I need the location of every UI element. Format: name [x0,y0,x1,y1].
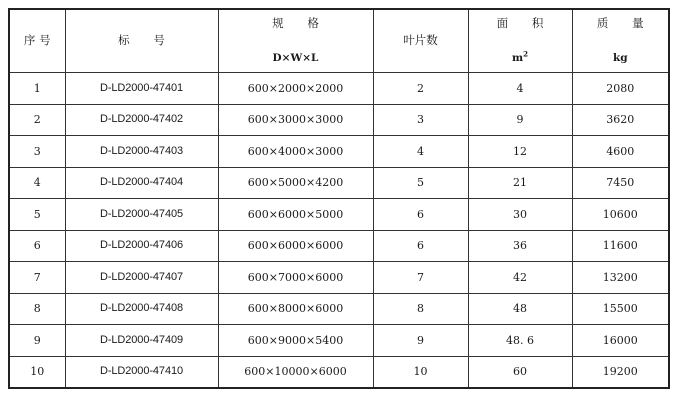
table-row [9,356,669,388]
header-spec-title: 规 格 [272,16,329,30]
cell-mass: 16000 [572,325,669,357]
cell-spec: 600×2000×2000 [218,73,373,105]
cell-code: D-LD2000-47404 [65,167,218,199]
cell-seq: 3 [9,136,65,168]
header-row [9,9,669,73]
header-seq: 序 号 [9,9,65,73]
cell-area: 42 [468,262,572,294]
cell-spec: 600×4000×3000 [218,136,373,168]
header-area-unit-base: m [512,52,524,65]
cell-code: D-LD2000-47401 [65,73,218,105]
table-row [9,325,669,357]
header-spec-sub: D×W×L [272,52,319,65]
cell-mass: 11600 [572,230,669,262]
header-area [468,9,572,73]
cell-spec: 600×6000×6000 [218,230,373,262]
cell-seq: 5 [9,199,65,231]
cell-mass: 10600 [572,199,669,231]
cell-spec: 600×9000×5400 [218,325,373,357]
cell-blades: 4 [373,136,468,168]
cell-seq: 4 [9,167,65,199]
cell-code: D-LD2000-47409 [65,325,218,357]
cell-area: 12 [468,136,572,168]
header-area-unit-exp: 2 [523,49,528,59]
cell-spec: 600×8000×6000 [218,293,373,325]
header-mass-title: 质 量 [596,16,654,30]
cell-seq: 9 [9,325,65,357]
header-area-unit [512,49,528,65]
cell-area: 48. 6 [468,325,572,357]
header-mass-unit: kg [612,52,628,65]
cell-code: D-LD2000-47408 [65,293,218,325]
cell-spec: 600×3000×3000 [218,104,373,136]
cell-code: D-LD2000-47410 [65,356,218,388]
cell-mass: 3620 [572,104,669,136]
cell-code: D-LD2000-47405 [65,199,218,231]
cell-mass: 7450 [572,167,669,199]
cell-mass: 2080 [572,73,669,105]
cell-seq: 10 [9,356,65,388]
table-row [9,199,669,231]
cell-blades: 6 [373,230,468,262]
header-code [65,9,218,73]
cell-blades: 5 [373,167,468,199]
cell-code: D-LD2000-47402 [65,104,218,136]
cell-spec: 600×7000×6000 [218,262,373,294]
cell-mass: 4600 [572,136,669,168]
header-spec [218,9,373,73]
cell-code: D-LD2000-47403 [65,136,218,168]
header-area-title: 面 积 [496,16,554,30]
cell-blades: 10 [373,356,468,388]
table-row [9,73,669,105]
cell-area: 4 [468,73,572,105]
cell-area: 48 [468,293,572,325]
cell-seq: 7 [9,262,65,294]
table-row [9,293,669,325]
header-code-label: 标 号 [118,33,175,48]
header-mass [572,9,669,73]
cell-area: 36 [468,230,572,262]
cell-area: 30 [468,199,572,231]
cell-area: 21 [468,167,572,199]
cell-area: 9 [468,104,572,136]
cell-mass: 13200 [572,262,669,294]
cell-blades: 8 [373,293,468,325]
cell-blades: 7 [373,262,468,294]
cell-area: 60 [468,356,572,388]
table-row [9,230,669,262]
cell-spec: 600×10000×6000 [218,356,373,388]
table-row [9,167,669,199]
cell-blades: 6 [373,199,468,231]
cell-mass: 15500 [572,293,669,325]
table-row [9,104,669,136]
cell-seq: 8 [9,293,65,325]
table-row [9,136,669,168]
cell-spec: 600×5000×4200 [218,167,373,199]
cell-seq: 1 [9,73,65,105]
cell-spec: 600×6000×5000 [218,199,373,231]
cell-code: D-LD2000-47406 [65,230,218,262]
cell-blades: 9 [373,325,468,357]
cell-seq: 2 [9,104,65,136]
cell-seq: 6 [9,230,65,262]
header-blades: 叶片数 [373,9,468,73]
cell-mass: 19200 [572,356,669,388]
table-row [9,262,669,294]
spec-table [8,8,670,389]
cell-blades: 2 [373,73,468,105]
cell-code: D-LD2000-47407 [65,262,218,294]
cell-blades: 3 [373,104,468,136]
